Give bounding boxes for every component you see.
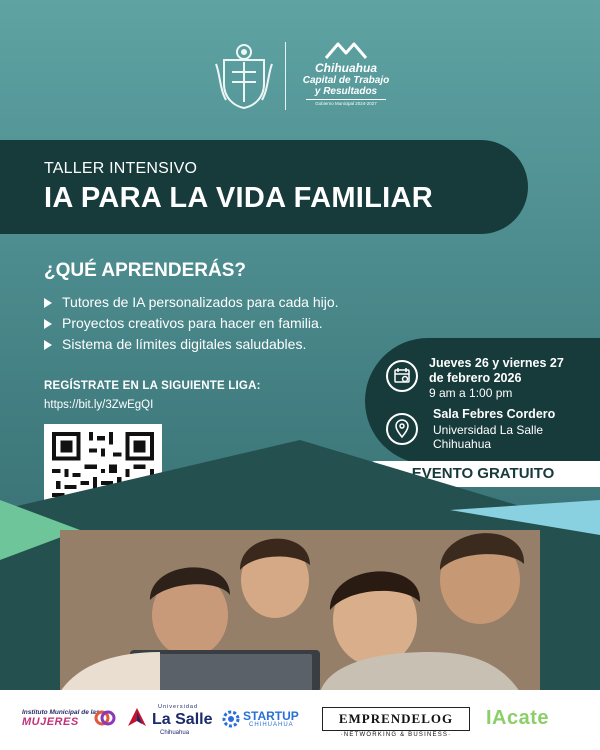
lasalle-star-icon — [126, 706, 148, 728]
lasalle-main-text: La Salle — [152, 711, 213, 728]
workshop-subtitle: TALLER INTENSIVO — [44, 160, 198, 177]
mountain-mark-icon — [324, 40, 368, 60]
list-item-text: Sistema de límites digitales saludables. — [62, 336, 307, 352]
workshop-title: IA PARA LA VIDA FAMILIAR — [44, 182, 434, 214]
lasalle-top-text: Universidad — [158, 704, 199, 710]
brand-line-2: Capital de Trabajo — [302, 75, 390, 86]
calendar-icon — [386, 360, 418, 392]
list-item-text: Tutores de IA personalizados para cada hijo. — [62, 294, 339, 310]
emprendelog-sub-text: ·NETWORKING & BUSINESS· — [340, 732, 452, 738]
mujeres-top-text: Instituto Municipal de las — [22, 709, 100, 716]
sponsor-footer — [0, 690, 600, 750]
mujeres-symbol-icon — [94, 707, 116, 729]
triangle-bullet-icon — [44, 298, 52, 308]
triangle-bullet-icon — [44, 319, 52, 329]
startup-gear-icon — [221, 709, 241, 729]
event-venue: Universidad La Salle Chihuahua — [433, 423, 544, 451]
brand-line-3: y Resultados — [314, 86, 378, 97]
register-link[interactable]: https://bit.ly/3ZwEgQI — [44, 399, 154, 411]
startup-sub-text: CHIHUAHUA — [249, 722, 294, 728]
learn-list — [44, 292, 339, 355]
event-place: Sala Febres Cordero — [433, 407, 556, 421]
brand-line-1: Chihuahua — [315, 61, 377, 75]
event-time: 9 am a 1:00 pm — [429, 386, 513, 400]
header-divider — [285, 42, 286, 110]
free-event-label: EVENTO GRATUITO — [411, 465, 555, 482]
list-item — [44, 313, 339, 334]
triangle-bullet-icon — [44, 340, 52, 350]
iacate-logo: IAcate — [486, 707, 550, 729]
list-item-text: Proyectos creativos para hacer en familia. — [62, 315, 323, 331]
mujeres-main-text: MUJERES — [22, 716, 79, 728]
lasalle-sub-text: Chihuahua — [160, 730, 190, 736]
family-photo-illustration — [0, 440, 600, 692]
municipal-crest-icon — [212, 40, 276, 112]
emprendelog-main-text: EMPRENDELOG — [338, 711, 454, 726]
startup-main-text: STARTUP — [243, 709, 299, 723]
learn-heading: ¿QUÉ APRENDERÁS? — [44, 260, 246, 281]
event-date: Jueves 26 y viernes 27 de febrero 2026 — [429, 356, 564, 385]
list-item — [44, 334, 339, 355]
mujeres-logo — [22, 709, 117, 728]
list-item — [44, 292, 339, 313]
chihuahua-brand-logo — [296, 40, 396, 107]
brand-line-4: Gobierno Municipal 2024-2027 — [306, 99, 386, 107]
emprendelog-logo — [322, 707, 470, 738]
register-heading: REGÍSTRATE EN LA SIGUIENTE LIGA: — [44, 380, 261, 392]
